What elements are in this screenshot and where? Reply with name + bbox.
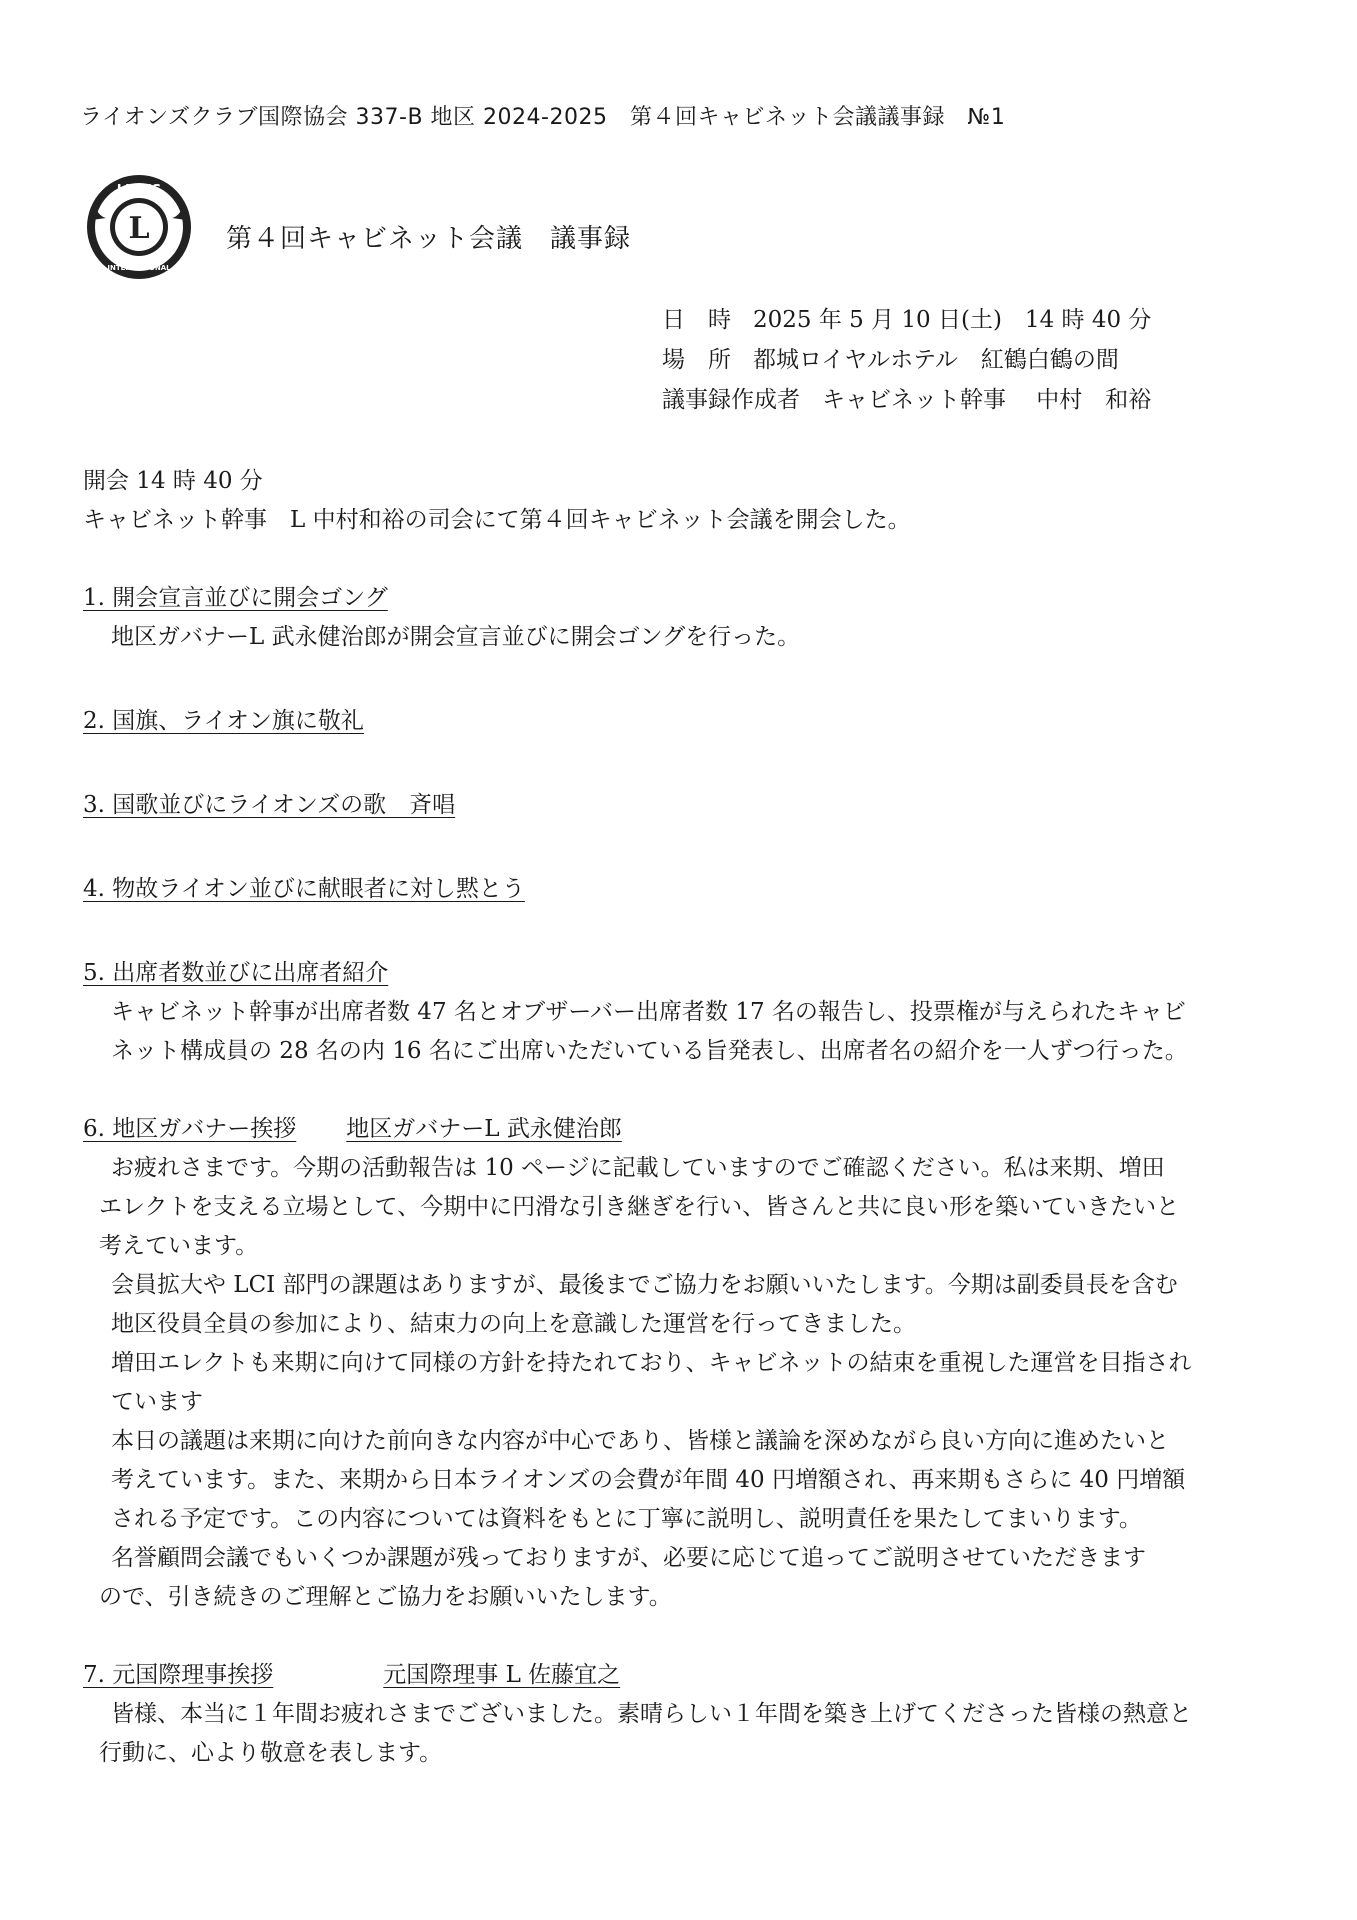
meta-author	[662, 380, 1151, 420]
section-6-line: 増田エレクトも来期に向けて同様の方針を持たれており、キャビネットの結束を重視した運営を目指され	[111, 1350, 1192, 1376]
document-title: 第４回キャビネット会議 議事録	[226, 224, 632, 254]
meta-datetime	[662, 300, 1151, 340]
section-6-line: 考えています。	[99, 1233, 259, 1259]
section-6-line: エレクトを支える立場として、今期中に円滑な引き継ぎを行い、皆さんと共に良い形を築いていきたいと	[99, 1194, 1180, 1220]
meta-datetime-label: 日 時	[662, 307, 731, 333]
meeting-meta	[662, 300, 1151, 420]
section-7-heading: 7. 元国際理事挨拶 元国際理事 L 佐藤宜之	[83, 1662, 621, 1688]
section-6-heading: 6. 地区ガバナー挨拶 地区ガバナーL 武永健治郎	[83, 1116, 622, 1142]
meta-datetime-value: 2025 年 5 月 10 日(土) 14 時 40 分	[753, 307, 1152, 333]
meta-place	[662, 340, 1151, 380]
section-6-speaker: 地区ガバナーL 武永健治郎	[346, 1116, 622, 1142]
opening-text: キャビネット幹事 L 中村和裕の司会にて第４回キャビネット会議を開会した。	[83, 507, 911, 533]
section-6-line: ので、引き続きのご理解とご協力をお願いいたします。	[99, 1584, 672, 1610]
section-6-line: 本日の議題は来期に向けた前向きな内容が中心であり、皆様と議論を深めながら良い方向に進めたいと	[111, 1428, 1169, 1454]
section-2-heading: 2. 国旗、ライオン旗に敬礼	[83, 708, 364, 734]
logo-letter: L	[128, 211, 150, 246]
meta-place-label: 場 所	[662, 347, 731, 373]
section-6-line: 考えています。また、来期から日本ライオンズの会費が年間 40 円増額され、再来期もさらに 40 円増額	[111, 1467, 1186, 1493]
section-1-line: 地区ガバナーL 武永健治郎が開会宣言並びに開会ゴングを行った。	[111, 624, 801, 650]
section-6-line: ています	[111, 1389, 203, 1415]
section-6-line: お疲れさまです。今期の活動報告は 10 ページに記載していますのでご確認ください。私は来期、増田	[111, 1155, 1165, 1181]
section-7-line: 行動に、心より敬意を表します。	[99, 1740, 443, 1766]
section-7-line: 皆様、本当に１年間お疲れさまでございました。素晴らしい１年間を築き上げてくださった皆様の熱意と	[111, 1701, 1192, 1727]
section-4-heading: 4. 物故ライオン並びに献眼者に対し黙とう	[83, 876, 525, 902]
section-6-line: 名誉顧問会議でもいくつか課題が残っておりますが、必要に応じて追ってご説明させていただきます	[111, 1545, 1146, 1571]
logo-top-text: LIONS	[116, 183, 162, 198]
section-5-heading: 5. 出席者数並びに出席者紹介	[83, 960, 389, 986]
document-header: ライオンズクラブ国際協会 337-B 地区 2024-2025 第４回キャビネット会議議事録 №1	[80, 105, 1006, 130]
section-5-line: キャビネット幹事が出席者数 47 名とオブザーバー出席者数 17 名の報告し、投票権が与えられたキャビ	[111, 999, 1186, 1025]
section-3-heading: 3. 国歌並びにライオンズの歌 斉唱	[83, 792, 456, 818]
minutes-body	[83, 462, 1293, 1773]
meta-author-label: 議事録作成者	[662, 387, 800, 413]
meta-place-value: 都城ロイヤルホテル 紅鶴白鶴の間	[753, 347, 1119, 373]
meta-author-value: キャビネット幹事 中村 和裕	[822, 387, 1152, 413]
logo-bottom-text: INTERNATIONAL	[107, 264, 171, 272]
opening-time: 開会 14 時 40 分	[83, 468, 263, 494]
lions-logo	[84, 172, 194, 282]
section-6-line: される予定です。この内容については資料をもとに丁寧に説明し、説明責任を果たしてまいります。	[111, 1506, 1142, 1532]
section-5-line: ネット構成員の 28 名の内 16 名にご出席いただいている旨発表し、出席者名の紹介を一人ずつ行った。	[111, 1038, 1188, 1064]
section-6-line: 地区役員全員の参加により、結束力の向上を意識した運営を行ってきました。	[111, 1311, 916, 1337]
section-1-heading: 1. 開会宣言並びに開会ゴング	[83, 585, 388, 611]
section-6-line: 会員拡大や LCI 部門の課題はありますが、最後までご協力をお願いいたします。今期は副委員長を含む	[111, 1272, 1178, 1298]
section-7-speaker: 元国際理事 L 佐藤宜之	[383, 1662, 621, 1688]
